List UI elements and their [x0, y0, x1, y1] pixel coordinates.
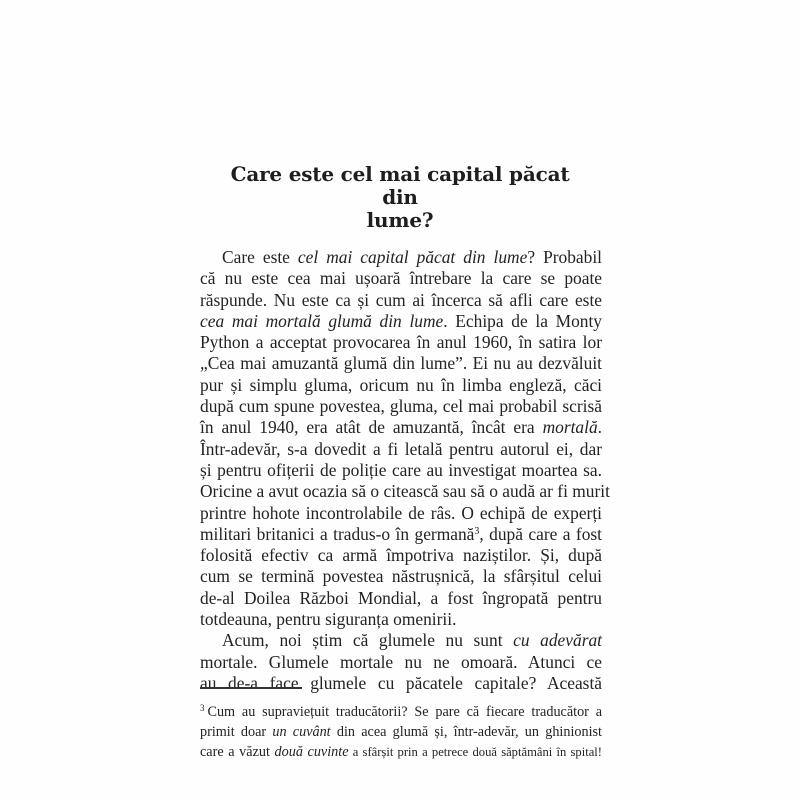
text-line — [200, 481, 610, 502]
text-run: cum se termină povestea năstrușnică, la sfârșitul celui — [200, 566, 602, 587]
text-line — [200, 524, 602, 545]
text-run: totdeauna, pentru siguranța omenirii. — [200, 609, 457, 630]
text-line — [200, 630, 602, 651]
text-run: de-al Doilea Război Mondial, a fost îngropată pentru — [200, 587, 602, 608]
text-line — [200, 417, 602, 438]
text-run: Python a acceptat provocarea în anul 1960, în satira lor — [200, 332, 602, 353]
text-run: în anul 1940, era atât de amuzantă, încât era — [200, 417, 543, 438]
italic-text-run: două cuvinte — [274, 744, 349, 760]
text-run: că nu este cea mai ușoară întrebare la care se poate — [200, 268, 602, 289]
text-run: primit doar — [200, 724, 273, 740]
italic-text-run: mortală — [542, 417, 598, 438]
footnote-3 — [200, 702, 602, 762]
text-run: „Cea mai amuzantă glumă din lume”. Ei nu au dezvăluit — [200, 353, 602, 374]
text-run: după cum spune povestea, gluma, cel mai probabil scrisă — [200, 396, 602, 417]
italic-text-run: cel mai capital păcat din lume — [297, 247, 528, 267]
text-line — [200, 290, 602, 311]
text-run: . — [597, 417, 602, 438]
condensed-text-run: a sfârșit prin a petrece două săptămâni în spital! — [348, 745, 602, 759]
footnote-line — [200, 742, 602, 762]
text-run: răspunde. Nu este ca și cum ai încerca să afli care este — [200, 289, 602, 310]
text-run: . Echipa de la Monty — [443, 310, 602, 331]
chapter-title-line-2: lume? — [366, 208, 434, 232]
text-run: militari britanici a tradus-o în germană — [200, 523, 475, 544]
text-line — [200, 396, 602, 417]
text-run: mortale. Glumele mortale nu ne omoară. Atunci ce — [200, 651, 602, 672]
text-run: , după care a fost — [479, 523, 603, 544]
italic-text-run: cea mai mortală glumă din lume — [200, 310, 444, 331]
text-line — [200, 460, 602, 481]
text-line — [200, 439, 602, 460]
footnote-reference-3: 3 — [474, 525, 480, 537]
footnote-marker: 3 — [200, 703, 205, 713]
footnote-line — [200, 702, 602, 722]
text-line — [200, 503, 602, 524]
italic-text-run: un cuvânt — [272, 724, 331, 740]
paragraph — [200, 630, 602, 694]
text-run: Într-adevăr, s-a dovedit a fi letală pentru autorul ei, dar — [200, 438, 602, 459]
text-line — [200, 566, 602, 587]
text-run: Care este — [222, 247, 298, 267]
text-line — [200, 247, 602, 268]
text-line — [200, 311, 602, 332]
text-line — [200, 332, 602, 353]
chapter-title — [215, 163, 585, 232]
italic-text-run: cu adevărat — [513, 630, 602, 651]
text-line — [200, 545, 602, 566]
text-run: printre hohote incontrolabile de râs. O echipă de experți — [200, 502, 602, 523]
footnote-separator-rule — [200, 687, 302, 689]
text-run: pur și simplu gluma, oricum nu în limba engleză, căci — [200, 374, 602, 395]
text-run: au de-a face glumele cu păcatele capitale? Această — [200, 672, 602, 693]
text-line — [200, 652, 602, 673]
text-run: din acea glumă și, într-adevăr, un ghinionist — [330, 724, 602, 740]
text-line — [200, 609, 602, 630]
text-line — [200, 375, 602, 396]
text-run: Cum au supraviețuit traducătorii? Se pare că fiecare traducător a — [207, 704, 602, 720]
text-line — [200, 353, 602, 374]
text-run: și pentru ofițerii de poliție care au investigat moartea sa. — [200, 459, 602, 480]
body-text — [200, 247, 610, 694]
text-line — [200, 673, 602, 694]
footnote-line — [200, 722, 602, 742]
text-run: Acum, noi știm că glumele nu sunt — [222, 630, 514, 651]
text-run: care a văzut — [200, 744, 275, 760]
text-run: Oricine a avut ocazia să o citească sau să o audă ar fi murit — [200, 481, 610, 502]
chapter-title-line-1: Care este cel mai capital păcat din — [230, 162, 570, 209]
paragraph — [200, 247, 610, 630]
text-line — [200, 268, 602, 289]
text-run: folosită efectiv ca armă împotriva naziștilor. Și, după — [200, 545, 602, 566]
text-line — [200, 588, 602, 609]
text-run: ? Probabil — [527, 247, 602, 267]
